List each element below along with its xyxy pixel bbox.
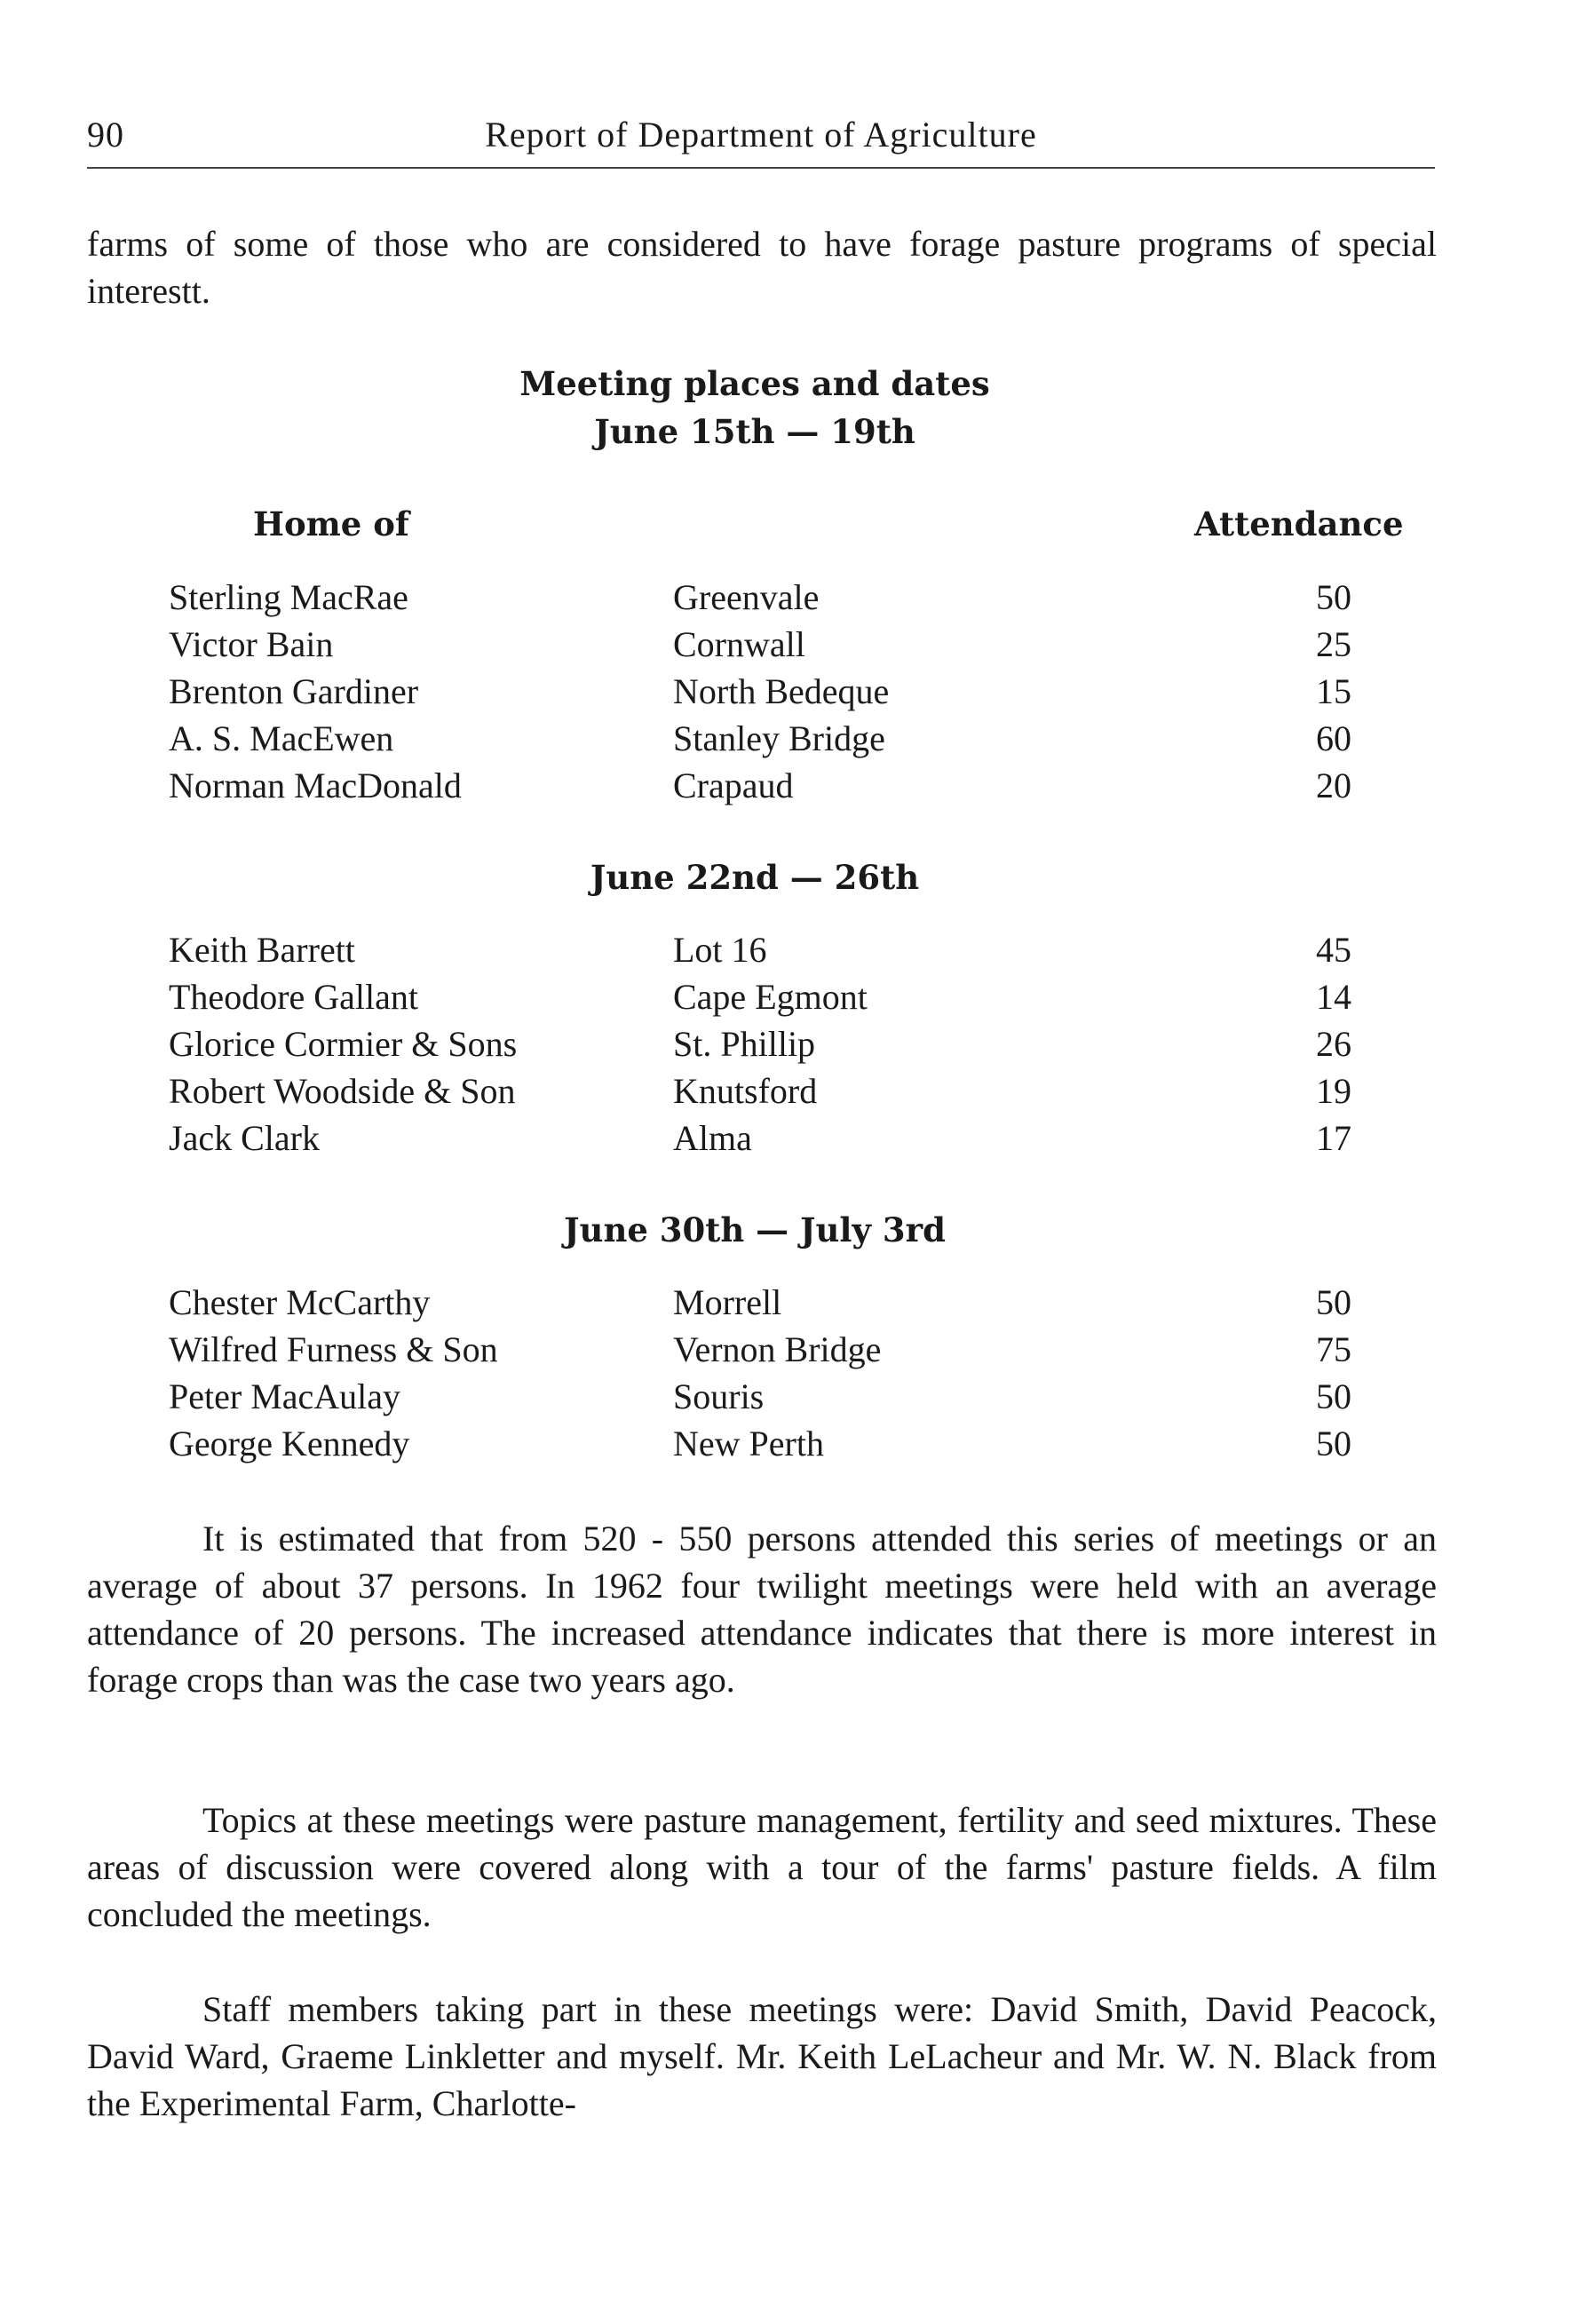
- home-name: Peter MacAulay: [169, 1376, 401, 1416]
- group-2-rows: [0, 926, 1577, 1162]
- attendance-value: 45: [1316, 930, 1351, 970]
- table-row: [0, 621, 1577, 668]
- table-row: [0, 574, 1577, 621]
- place-name: St. Phillip: [673, 1024, 816, 1064]
- place-name: Souris: [673, 1376, 765, 1416]
- group-1-rows: [0, 574, 1577, 809]
- attendance-paragraph: It is estimated that from 520 - 550 persons attended this series of meetings or an average of about 37 persons. In 1962 four twilight meetings were held with an average attendance of 20 persons. The increased attendance indicates that there is more interest in forage crops than was the case two years ago.: [87, 1519, 1437, 1700]
- table-row: [0, 973, 1577, 1020]
- group-dates-1: June 15th — 19th: [594, 412, 915, 451]
- place-name: Crapaud: [673, 765, 794, 805]
- attendance-value: 75: [1316, 1329, 1351, 1369]
- table-row: [0, 1279, 1577, 1326]
- attendance-value: 60: [1316, 718, 1351, 758]
- table-row: [0, 1067, 1577, 1114]
- home-name: Keith Barrett: [169, 930, 355, 970]
- place-name: New Perth: [673, 1424, 824, 1463]
- place-name: Greenvale: [673, 577, 820, 617]
- table-row: [0, 715, 1577, 762]
- home-name: Jack Clark: [169, 1118, 320, 1158]
- group-dates-2: June 22nd — 26th: [590, 858, 920, 897]
- home-name: Robert Woodside & Son: [169, 1071, 516, 1111]
- place-name: Cape Egmont: [673, 977, 868, 1017]
- attendance-value: 26: [1316, 1024, 1351, 1064]
- running-title: Report of Department of Agriculture: [485, 115, 1037, 155]
- attendance-value: 50: [1316, 1424, 1351, 1463]
- place-name: Knutsford: [673, 1071, 818, 1111]
- place-name: North Bedeque: [673, 671, 890, 711]
- table-title: Meeting places and dates: [519, 364, 990, 403]
- attendance-value: 50: [1316, 1282, 1351, 1322]
- group-3-rows: [0, 1279, 1577, 1467]
- home-name: Theodore Gallant: [169, 977, 418, 1017]
- attendance-value: 50: [1316, 1376, 1351, 1416]
- home-name: A. S. MacEwen: [169, 718, 394, 758]
- group-dates-3: June 30th — July 3rd: [564, 1210, 946, 1249]
- home-name: George Kennedy: [169, 1424, 410, 1463]
- table-row: [0, 926, 1577, 973]
- table-row: [0, 668, 1577, 715]
- table-row: [0, 762, 1577, 809]
- attendance-value: 20: [1316, 765, 1351, 805]
- table-row: [0, 1326, 1577, 1373]
- place-name: Alma: [673, 1118, 752, 1158]
- page-number: 90: [87, 115, 124, 155]
- home-name: Victor Bain: [169, 624, 334, 664]
- place-name: Cornwall: [673, 624, 805, 664]
- place-name: Morrell: [673, 1282, 782, 1322]
- place-name: Stanley Bridge: [673, 718, 885, 758]
- attendance-value: 50: [1316, 577, 1351, 617]
- home-name: Sterling MacRae: [169, 577, 408, 617]
- table-row: [0, 1373, 1577, 1420]
- home-name: Glorice Cormier & Sons: [169, 1024, 518, 1064]
- staff-paragraph: Staff members taking part in these meetings were: David Smith, David Peacock, David Ward, Graeme Linkletter and myself. Mr. Keith LeLacheur and Mr. W. N. Black from the Experimental Farm, Charlotte-: [87, 1989, 1437, 2123]
- home-name: Chester McCarthy: [169, 1282, 431, 1322]
- attendance-value: 25: [1316, 624, 1351, 664]
- place-name: Vernon Bridge: [673, 1329, 882, 1369]
- column-header-home: Home of: [253, 504, 409, 543]
- table-row: [0, 1020, 1577, 1067]
- intro-paragraph: farms of some of those who are considered to have forage pasture programs of special interestt.: [87, 224, 1437, 311]
- page-header: [87, 114, 1435, 169]
- home-name: Brenton Gardiner: [169, 671, 419, 711]
- table-row: [0, 1114, 1577, 1162]
- column-header-attendance: Attendance: [1194, 504, 1404, 543]
- attendance-value: 17: [1316, 1118, 1351, 1158]
- home-name: Norman MacDonald: [169, 765, 462, 805]
- topics-paragraph: Topics at these meetings were pasture management, fertility and seed mixtures. These areas of discussion were covered along with a tour of the farms' pasture fields. A film concluded the meetings.: [87, 1800, 1437, 1934]
- attendance-value: 19: [1316, 1071, 1351, 1111]
- attendance-value: 15: [1316, 671, 1351, 711]
- home-name: Wilfred Furness & Son: [169, 1329, 498, 1369]
- place-name: Lot 16: [673, 930, 767, 970]
- table-row: [0, 1420, 1577, 1467]
- attendance-value: 14: [1316, 977, 1351, 1017]
